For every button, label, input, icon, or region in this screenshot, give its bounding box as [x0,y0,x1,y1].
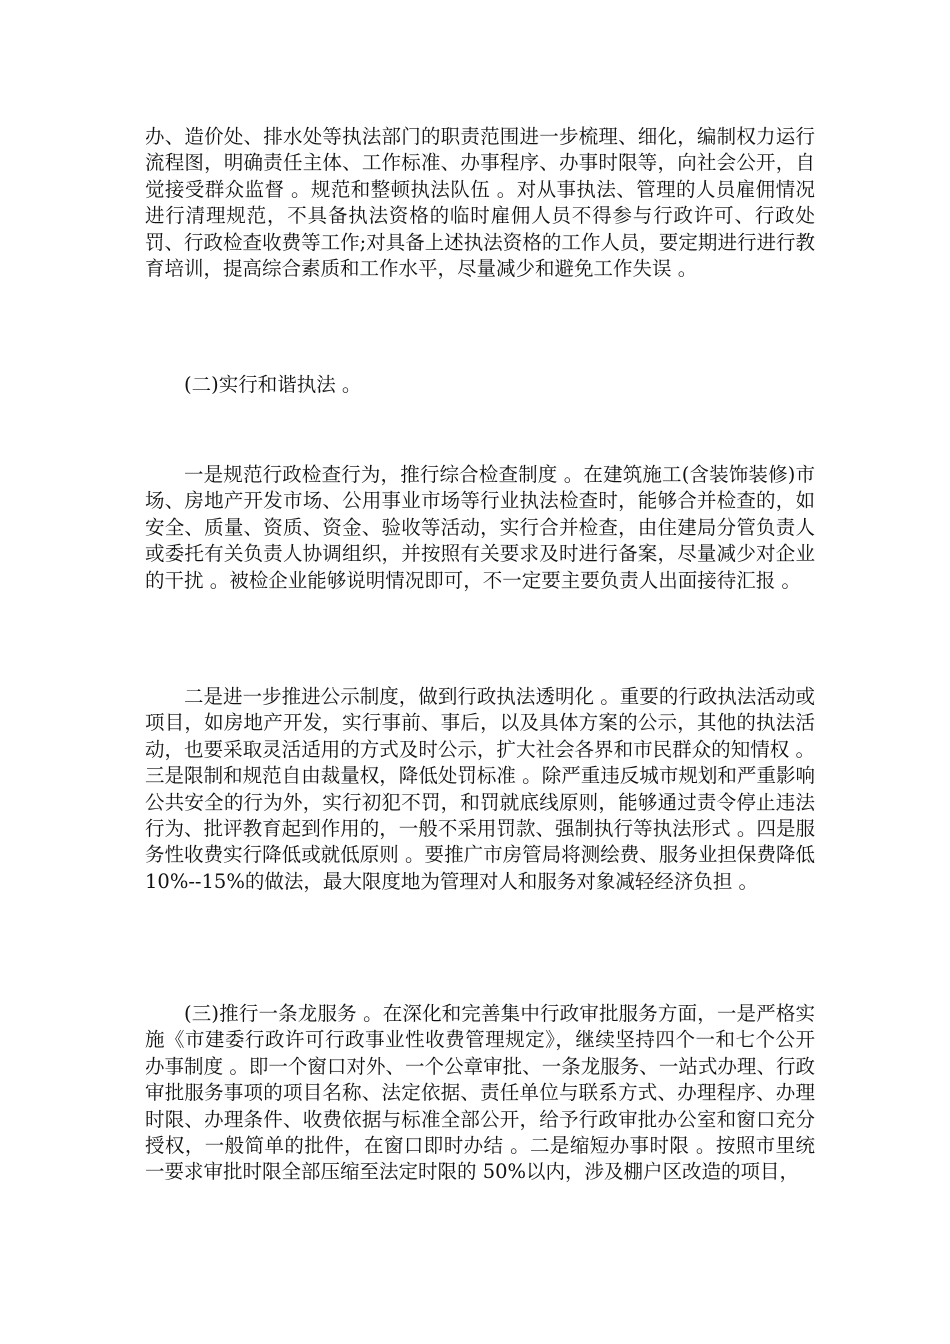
body-paragraph-one-stop-service: (三)推行一条龙服务 。在深化和完善集中行政审批服务方面，一是严格实施《市建委行政许可行政事业性收费管理规定》，继续坚持四个一和七个公开办事制度 。即一个窗口对外、一个公章审批、一条龙服务、一站式办理、行政审批服务事项的项目名称、法定依据、责任单位与联系方式、办理程序、办理时限、办理条件、收费依据与标准全部公开，给予行政审批办公室和窗口充分授权，一般简单的批件，在窗口即时办结 。二是缩短办事时限 。按照市里统一要求审批时限全部压缩至法定时限的 50%以内，涉及棚户区改造的项目， [145,1002,815,1184]
body-paragraph-continued: 办、造价处、排水处等执法部门的职责范围进一步梳理、细化，编制权力运行流程图，明确责任主体、工作标准、办事程序、办事时限等，向社会公开，自觉接受群众监督 。规范和整顿执法队伍 。对从事执法、管理的人员雇佣情况进行清理规范，不具备执法资格的临时雇佣人员不得参与行政许可、行政处罚、行政检查收费等工作;对具备上述执法资格的工作人员，要定期进行进行教育培训，提高综合素质和工作水平，尽量减少和避免工作失误 。 [145,125,815,281]
body-paragraph-publicity: 二是进一步推进公示制度，做到行政执法透明化 。重要的行政执法活动或项目，如房地产开发，实行事前、事后，以及具体方案的公示，其他的执法活动，也要采取灵活适用的方式及时公示，扩大社会各界和市民群众的知情权 。三是限制和规范自由裁量权，降低处罚标准 。除严重违反城市规划和严重影响公共安全的行为外，实行初犯不罚，和罚就底线原则，能够通过责令停止违法行为、批评教育起到作用的，一般不采用罚款、强制执行等执法形式 。四是服务性收费实行降低或就低原则 。要推广市房管局将测绘费、服务业担保费降低 10%--15%的做法，最大限度地为管理对人和服务对象减轻经济负担 。 [145,685,815,893]
section-heading-harmonious-enforcement: (二)实行和谐执法 。 [184,373,362,396]
body-paragraph-inspection: 一是规范行政检查行为，推行综合检查制度 。在建筑施工(含装饰装修)市场、房地产开发市场、公用事业市场等行业执法检查时，能够合并检查的，如安全、质量、资质、资金、验收等活动，实行合并检查，由住建局分管负责人或委托有关负责人协调组织，并按照有关要求及时进行备案，尽量减少对企业的干扰 。被检企业能够说明情况即可，不一定要主要负责人出面接待汇报 。 [145,463,815,592]
